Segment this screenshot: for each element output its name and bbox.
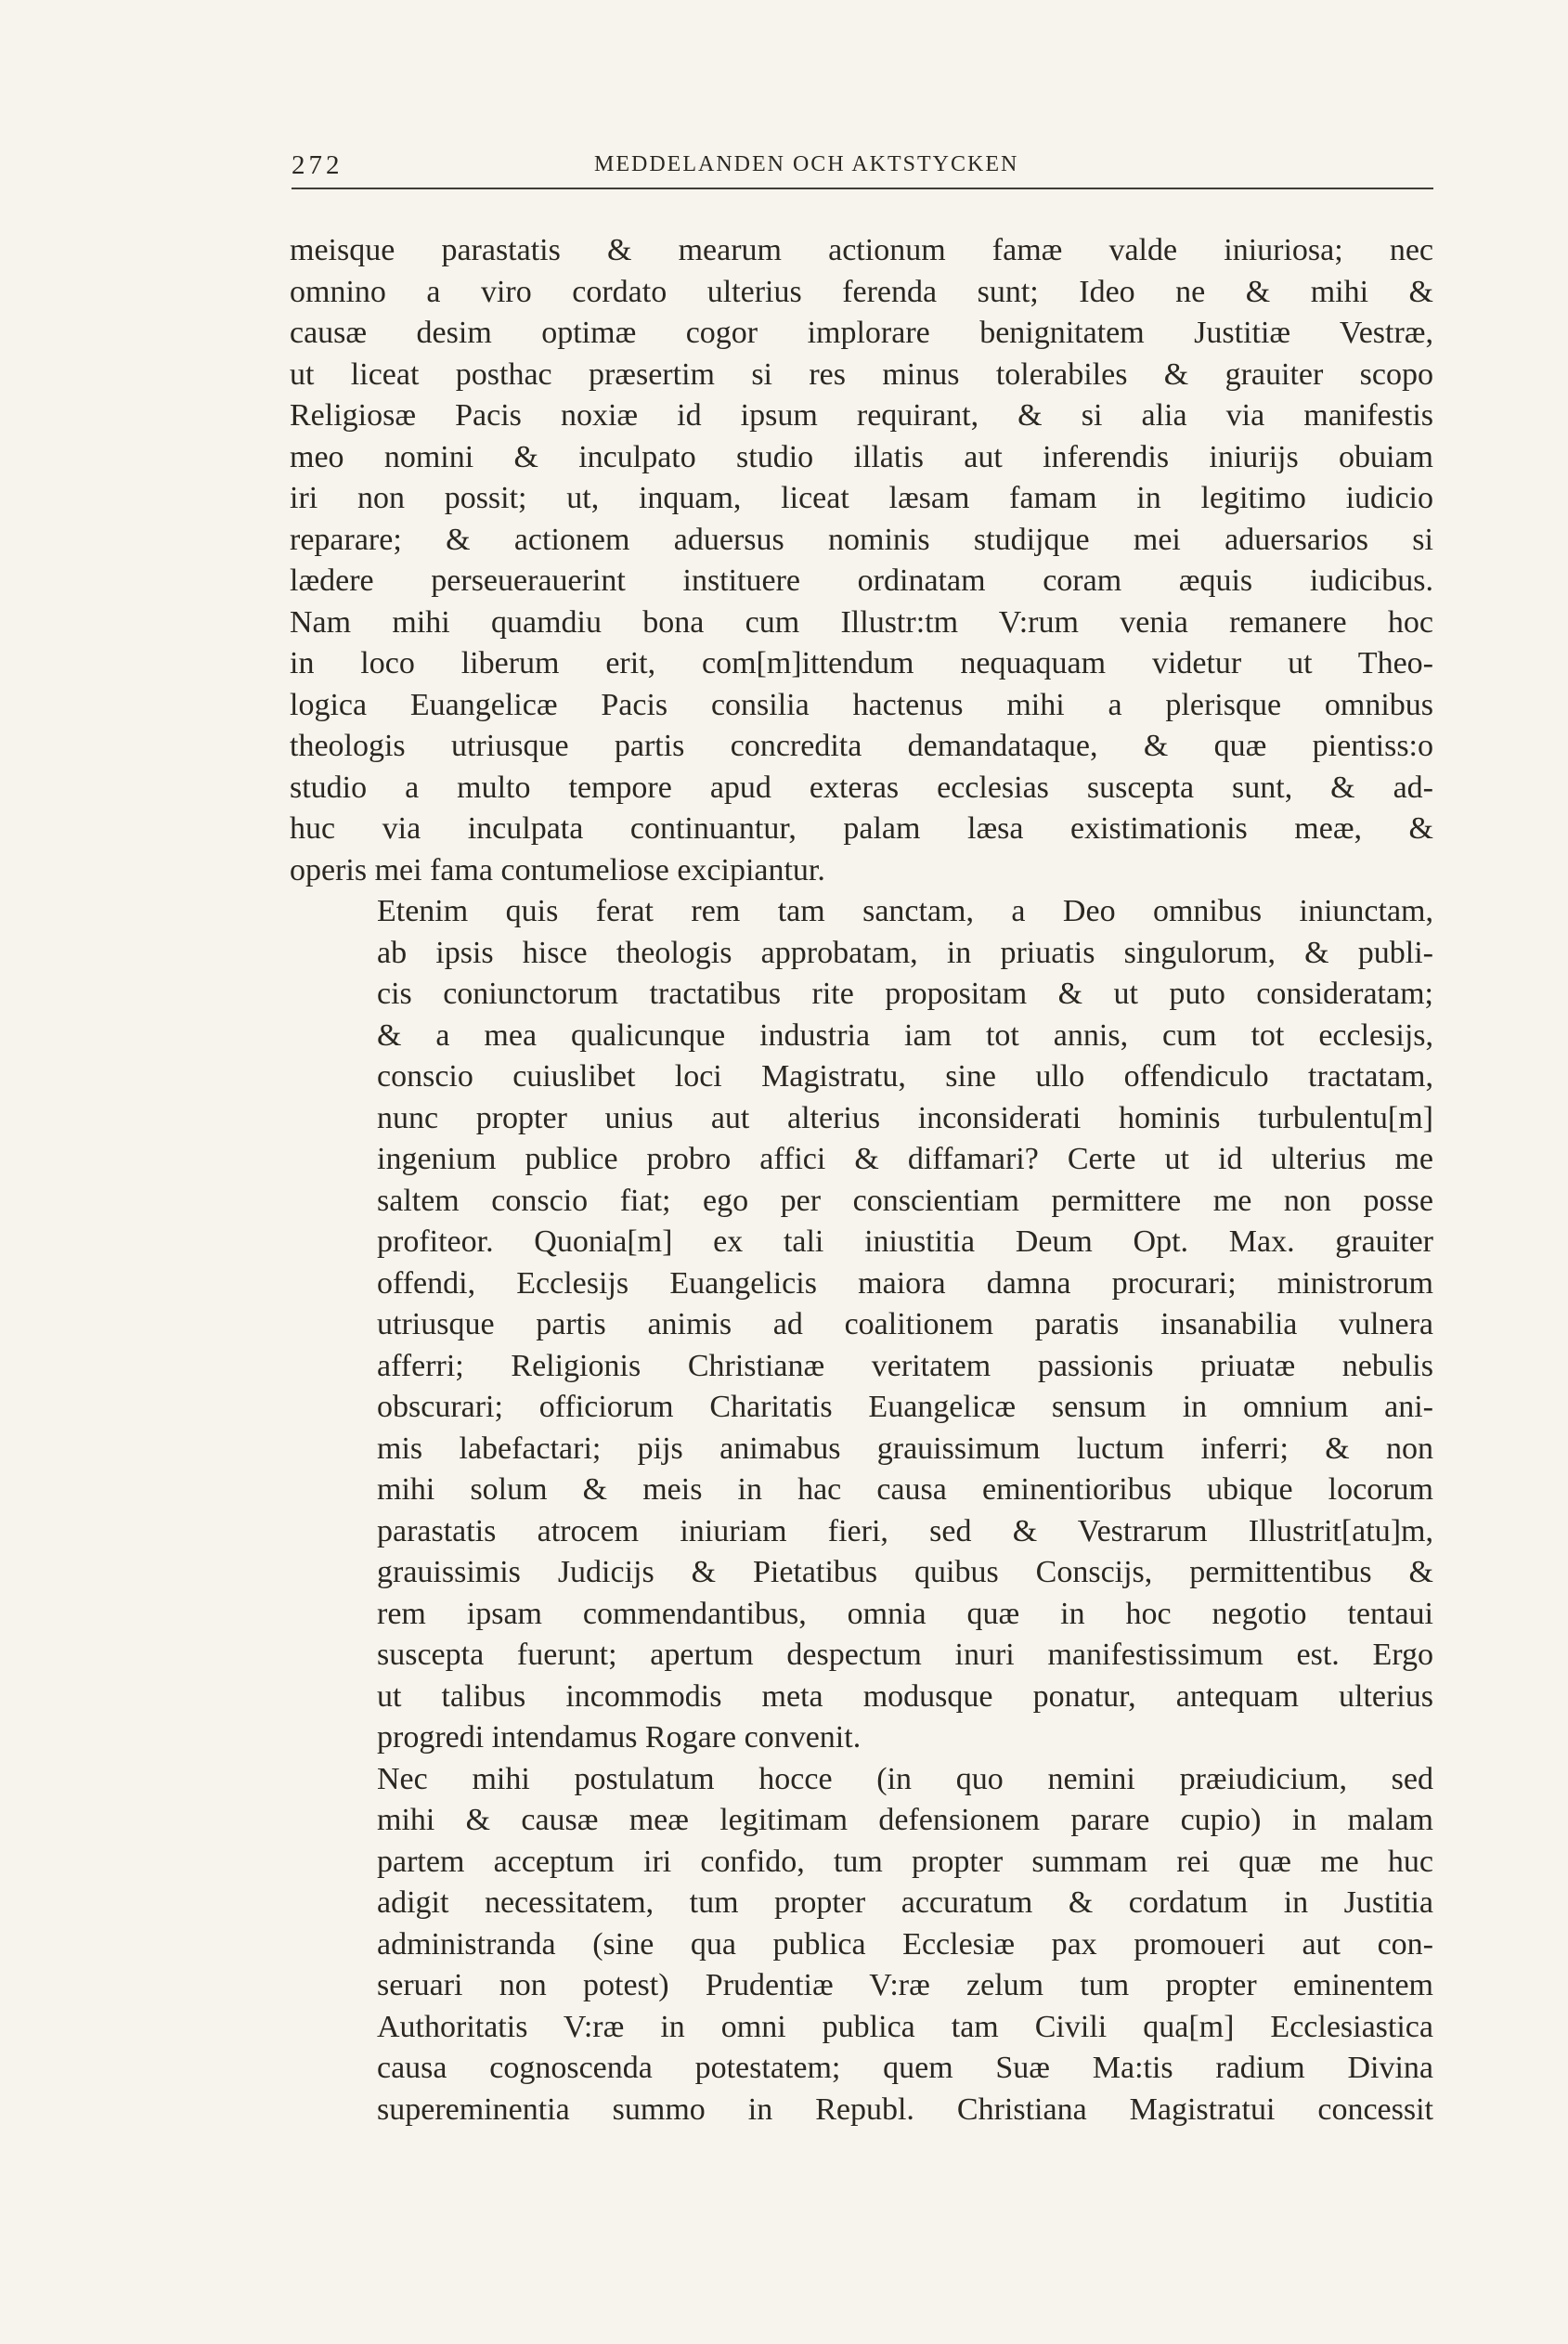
- text-line: obscurari; officiorum Charitatis Euangelicæ sensum in omnium ani-: [377, 1390, 1433, 1424]
- text-line: in loco liberum erit, com[m]ittendum nequaquam videtur ut Theo-: [290, 646, 1433, 680]
- text-line: mis labefactari; pijs animabus grauissimum luctum inferri; & non: [377, 1431, 1433, 1466]
- text-line: cis coniunctorum tractatibus rite propositam & ut puto consideratam;: [377, 977, 1433, 1011]
- text-line: causæ desim optimæ cogor implorare benignitatem Justitiæ Vestræ,: [290, 316, 1433, 350]
- text-line: partem acceptum iri confido, tum propter summam rei quæ me huc: [377, 1844, 1433, 1879]
- text-line: adigit necessitatem, tum propter accuratum & cordatum in Justitia: [377, 1885, 1433, 1920]
- text-line: seruari non potest) Prudentiæ V:ræ zelum tum propter eminentem: [377, 1968, 1433, 2002]
- text-line: ut talibus incommodis meta modusque ponatur, antequam ulterius: [377, 1678, 1433, 1714]
- page-header: [292, 147, 1433, 188]
- text-line: progredi intendamus Rogare convenit.: [377, 1720, 862, 1755]
- text-line: Religiosæ Pacis noxiæ id ipsum requirant, & si alia via manifestis: [290, 398, 1433, 433]
- text-line: reparare; & actionem aduersus nominis studijque mei aduersarios si: [290, 522, 1433, 557]
- paragraph-3: [290, 1759, 1433, 2131]
- text-line: lædere perseuerauerint instituere ordinatam coram æquis iudicibus.: [290, 563, 1433, 598]
- text-line: iri non possit; ut, inquam, liceat læsam famam in legitimo iudicio: [290, 481, 1433, 515]
- text-line: ab ipsis hisce theologis approbatam, in priuatis singulorum, & publi-: [377, 935, 1433, 970]
- text-line: suscepta fuerunt; apertum despectum inuri manifestissimum est. Ergo: [377, 1638, 1433, 1672]
- text-line: profiteor. Quonia[m] ex tali iniustitia Deum Opt. Max. grauiter: [377, 1224, 1433, 1259]
- text-line: theologis utriusque partis concredita demandataque, & quæ pientiss:o: [290, 729, 1433, 763]
- text-line: rem ipsam commendantibus, omnia quæ in hoc negotio tentaui: [377, 1596, 1433, 1631]
- text-line: nunc propter unius aut alterius inconsiderati hominis turbulentu[m]: [377, 1100, 1433, 1135]
- text-line: grauissimis Judicijs & Pietatibus quibus Conscijs, permittentibus &: [377, 1555, 1433, 1589]
- header-rule: [292, 188, 1433, 189]
- text-line: Authoritatis V:ræ in omni publica tam Civili qua[m] Ecclesiastica: [377, 2009, 1433, 2044]
- text-line: operis mei fama contumeliose excipiantur.: [290, 852, 825, 887]
- text-line: Nec mihi postulatum hocce (in quo nemini præiudicium, sed: [377, 1761, 1433, 1796]
- text-line: supereminentia summo in Republ. Christiana Magistratui concessit: [377, 2091, 1433, 2127]
- text-line: afferri; Religionis Christianæ veritatem passionis priuatæ nebulis: [377, 1348, 1433, 1383]
- text-line: administranda (sine qua publica Ecclesiæ pax promoueri aut con-: [377, 1926, 1433, 1962]
- text-line: parastatis atrocem iniuriam fieri, sed & Vestrarum Illustrit[atu]m,: [377, 1513, 1433, 1548]
- paragraph-1: [290, 230, 1433, 891]
- text-line: omnino a viro cordato ulterius ferenda sunt; Ideo ne & mihi &: [290, 274, 1433, 309]
- text-line: Etenim quis ferat rem tam sanctam, a Deo omnibus iniunctam,: [377, 894, 1433, 928]
- text-line: conscio cuiuslibet loci Magistratu, sine ullo offendiculo tractatam,: [377, 1059, 1433, 1094]
- text-line: saltem conscio fiat; ego per conscientiam permittere me non posse: [377, 1183, 1433, 1218]
- text-line: logica Euangelicæ Pacis consilia hactenus mihi a plerisque omnibus: [290, 687, 1433, 722]
- page-number: 272: [292, 150, 343, 180]
- text-line: ingenium publice probro affici & diffamari? Certe ut id ulterius me: [377, 1142, 1433, 1176]
- text-line: offendi, Ecclesijs Euangelicis maiora damna procurari; ministrorum: [377, 1265, 1433, 1301]
- text-line: Nam mihi quamdiu bona cum Illustr:tm V:rum venia remanere hoc: [290, 604, 1433, 640]
- paragraph-2: [290, 891, 1433, 1759]
- text-line: mihi solum & meis in hac causa eminentioribus ubique locorum: [377, 1472, 1433, 1507]
- body-text: [290, 230, 1433, 2130]
- text-line: meo nomini & inculpato studio illatis aut inferendis iniurijs obuiam: [290, 439, 1433, 474]
- text-line: ut liceat posthac præsertim si res minus tolerabiles & grauiter scopo: [290, 356, 1433, 392]
- running-title: MEDDELANDEN OCH AKTSTYCKEN: [594, 152, 1019, 176]
- text-line: huc via inculpata continuantur, palam læsa existimationis meæ, &: [290, 811, 1433, 846]
- text-line: utriusque partis animis ad coalitionem paratis insanabilia vulnera: [377, 1307, 1433, 1341]
- text-line: studio a multo tempore apud exteras ecclesias suscepta sunt, & ad-: [290, 770, 1433, 805]
- text-line: causa cognoscenda potestatem; quem Suæ Ma:tis radium Divina: [377, 2051, 1433, 2085]
- text-line: meisque parastatis & mearum actionum famæ valde iniuriosa; nec: [290, 233, 1433, 267]
- text-line: mihi & causæ meæ legitimam defensionem parare cupio) in malam: [377, 1803, 1433, 1837]
- text-line: & a mea qualicunque industria iam tot annis, cum tot ecclesijs,: [377, 1017, 1433, 1053]
